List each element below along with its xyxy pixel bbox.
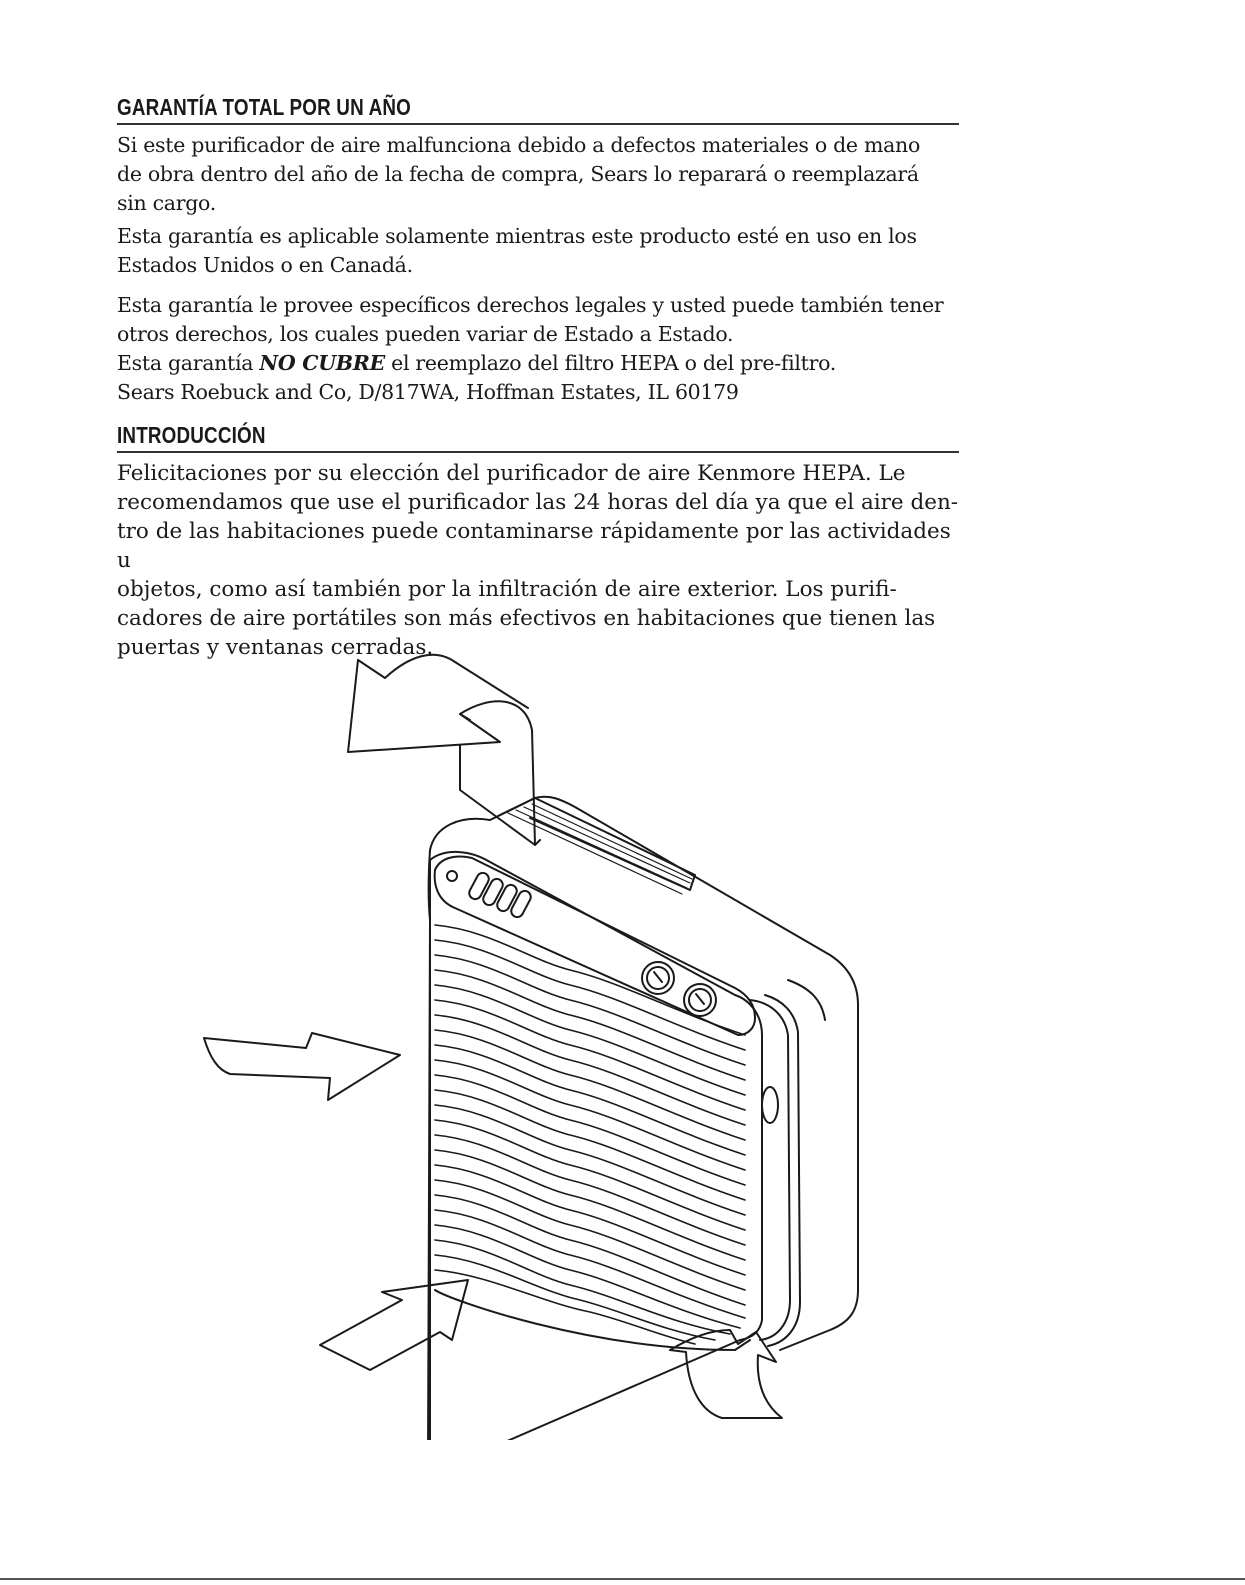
intro-line-5: cadores de aire portátiles son más efectivos en habitaciones que tienen las xyxy=(117,606,936,631)
bottom-left-intake-arrow xyxy=(320,1280,468,1370)
control-buttons xyxy=(467,871,533,919)
intro-line-4: objetos, como así también por la infiltración de aire exterior. Los purifi- xyxy=(117,577,897,602)
warranty-heading-rule xyxy=(117,123,959,125)
text-column xyxy=(117,92,959,662)
warranty-p4-pre: Esta garantía xyxy=(117,351,260,375)
warranty-p4-line xyxy=(117,351,836,375)
intro-heading: INTRODUCCIÓN xyxy=(117,422,266,448)
left-intake-arrow xyxy=(204,1033,400,1100)
air-purifier-illustration xyxy=(190,650,870,1440)
purifier-body xyxy=(428,797,858,1440)
page-bottom-rule xyxy=(0,1578,1245,1580)
intro-line-1: Felicitaciones por su elección del purificador de aire Kenmore HEPA. Le xyxy=(117,461,906,486)
warranty-p3-line-1: Esta garantía le provee específicos derechos legales y usted puede también tener xyxy=(117,293,944,317)
warranty-p1-line-3: sin cargo. xyxy=(117,191,216,215)
warranty-paragraph-3 xyxy=(117,291,959,407)
warranty-p3-line-2: otros derechos, los cuales pueden variar de Estado a Estado. xyxy=(117,322,734,346)
intro-line-2: recomendamos que use el purificador las 24 horas del día ya que el aire den- xyxy=(117,490,959,515)
warranty-paragraph-1 xyxy=(117,131,959,218)
warranty-p2-line-1: Esta garantía es aplicable solamente mientras este producto esté en uso en los xyxy=(117,224,917,248)
warranty-heading: GARANTÍA TOTAL POR UN AÑO xyxy=(117,94,411,120)
intro-line-6: puertas y ventanas cerradas. xyxy=(117,635,434,660)
sears-address: Sears Roebuck and Co, D/817WA, Hoffman Estates, IL 60179 xyxy=(117,380,739,404)
warranty-p4-post: el reemplazo del filtro HEPA o del pre-filtro. xyxy=(384,351,836,375)
outlet-airflow-arrow xyxy=(348,655,540,845)
intro-heading-rule xyxy=(117,451,959,453)
front-grille xyxy=(435,925,745,1344)
intro-paragraph xyxy=(117,459,959,662)
no-cubre-emphasis: NO CUBRE xyxy=(259,351,385,375)
warranty-paragraph-2 xyxy=(117,222,959,280)
warranty-p1-line-1: Si este purificador de aire malfunciona debido a defectos materiales o de mano xyxy=(117,133,920,157)
intro-line-3: tro de las habitaciones puede contaminarse rápidamente por las actividades u xyxy=(117,519,951,573)
warranty-p2-line-2: Estados Unidos o en Canadá. xyxy=(117,253,413,277)
bottom-right-intake-arrow xyxy=(670,1330,782,1418)
side-handle xyxy=(762,1087,778,1123)
warranty-p1-line-2: de obra dentro del año de la fecha de compra, Sears lo reparará o reemplazará xyxy=(117,162,919,186)
